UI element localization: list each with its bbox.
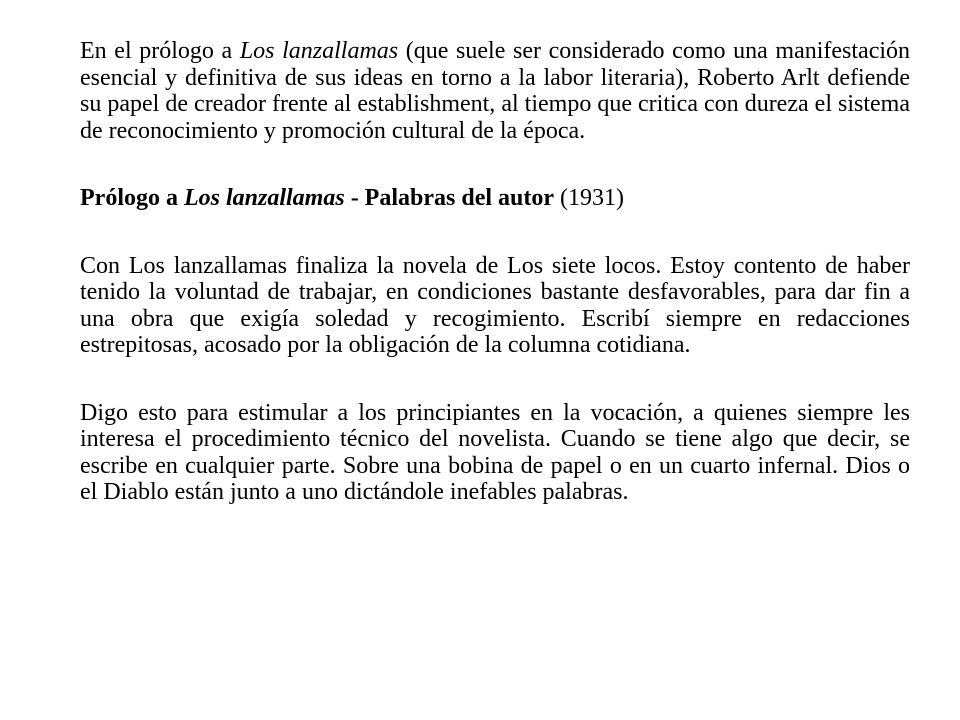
section-heading [80,185,910,212]
body-paragraph-2: Digo esto para estimular a los principiantes en la vocación, a quienes siempre les interesa el procedimiento técnico del novelista. Cuando se tiene algo que decir, se escribe en cualquier parte. Sobre una bobina de papel o en un cuarto infernal. Dios o el Diablo están junto a uno dictándole inefables palabras. [80,399,910,505]
intro-book-title: Los lanzallamas [239,38,399,64]
body-paragraph-1: Con Los lanzallamas finaliza la novela de Los siete locos. Estoy contento de haber tenido la voluntad de trabajar, en condiciones bastante desfavorables, para dar fin a una obra que exigía soledad y recogimiento. Escribí siempre en redacciones estrepitosas, acosado por la obligación de la columna cotidiana. [80,252,910,358]
intro-text-start: En el prólogo a [80,38,240,64]
document-page [80,38,910,547]
heading-suffix: - Palabras del autor [344,185,555,211]
heading-book-title: Los lanzallamas [183,185,345,211]
heading-prefix: Prólogo a [80,185,184,211]
intro-text-rest: (que suele ser considerado como una manifestación esencial y definitiva de sus ideas en torno a la labor literaria), Roberto Arlt defiende su papel de creador frente al establishment, al tiempo que critica con dureza el sistema de reconocimiento y promoción cultural de la época. [80,38,911,144]
heading-year: (1931) [554,185,624,211]
intro-paragraph [80,38,910,144]
